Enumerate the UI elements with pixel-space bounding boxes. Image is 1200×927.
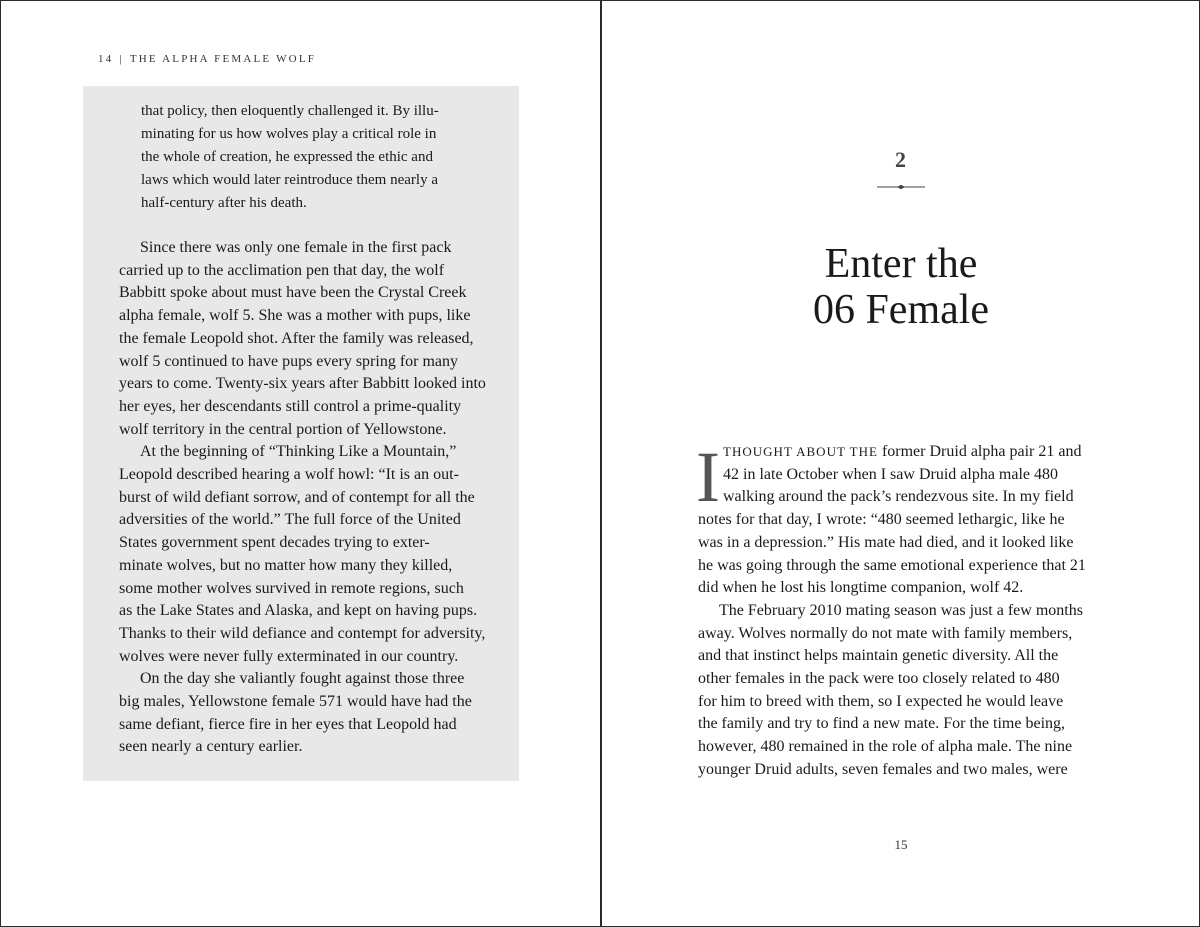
excerpt-quote xyxy=(141,100,466,215)
body-line: notes for that day, I wrote: “480 seemed lethargic, like he xyxy=(698,511,1065,529)
body-line: alpha female, wolf 5. She was a mother with pups, like xyxy=(119,307,471,325)
body-line: States government spent decades trying to exter- xyxy=(119,534,430,552)
body-line: wolf 5 continued to have pups every spring for many xyxy=(119,352,459,370)
running-head-separator: | xyxy=(119,53,124,65)
chapter-title xyxy=(691,241,1111,333)
body-line: her eyes, her descendants still control a prime-quality xyxy=(119,397,462,415)
chapter-ornament-icon xyxy=(877,184,925,190)
body-line: away. Wolves normally do not mate with family members, xyxy=(698,624,1073,642)
opening-smallcaps: THOUGHT ABOUT THE xyxy=(723,444,878,459)
body-line: wolf territory in the central portion of Yellowstone. xyxy=(119,420,447,438)
chapter-number: 2 xyxy=(895,147,907,172)
right-body-text xyxy=(696,437,1108,782)
body-line: did when he lost his longtime companion, wolf 42. xyxy=(698,579,1024,597)
quote-line: half-century after his death. xyxy=(141,195,307,211)
body-line: was in a depression.” His mate had died, and it looked like xyxy=(698,533,1074,551)
running-head xyxy=(98,53,316,65)
opening-line-rest: former Druid alpha pair 21 and xyxy=(877,443,1082,460)
body-line: for him to breed with them, so I expected he would leave xyxy=(698,692,1064,710)
body-line: At the beginning of “Thinking Like a Mountain,” xyxy=(140,443,457,461)
body-line: walking around the pack’s rendezvous site. In my field xyxy=(723,488,1074,506)
body-line: wolves were never fully exterminated in our country. xyxy=(119,647,459,665)
quote-line: minating for us how wolves play a critical role in xyxy=(141,126,437,142)
body-line: as the Lake States and Alaska, and kept on having pups. xyxy=(119,602,478,620)
body-line: other females in the pack were too closely related to 480 xyxy=(698,670,1060,688)
drop-cap: I xyxy=(696,437,720,517)
opening-line xyxy=(698,441,1108,464)
chapter-title-line: Enter the xyxy=(824,241,978,287)
body-line: On the day she valiantly fought against those three xyxy=(140,670,465,688)
body-line: The February 2010 mating season was just a few months xyxy=(719,601,1083,619)
right-folio: 15 xyxy=(894,837,908,852)
body-line: carried up to the acclimation pen that day, the wolf xyxy=(119,261,445,279)
running-head-title: THE ALPHA FEMALE WOLF xyxy=(129,53,317,65)
quote-line: the whole of creation, he expressed the ethic and xyxy=(141,149,433,165)
body-line: 42 in late October when I saw Druid alpha male 480 xyxy=(723,465,1059,483)
body-line: however, 480 remained in the role of alpha male. The nine xyxy=(698,738,1073,756)
body-line: Babbitt spoke about must have been the Crystal Creek xyxy=(119,284,467,302)
body-line: burst of wild defiant sorrow, and of contempt for all the xyxy=(119,488,475,506)
body-line: younger Druid adults, seven females and two males, were xyxy=(698,760,1068,778)
chapter-title-line: 06 Female xyxy=(812,287,990,333)
body-line: seen nearly a century earlier. xyxy=(119,738,303,756)
left-page xyxy=(1,1,600,926)
quote-line: that policy, then eloquently challenged it. By illu- xyxy=(141,103,439,119)
body-line: some mother wolves survived in remote regions, such xyxy=(119,579,464,597)
quote-line: laws which would later reintroduce them nearly a xyxy=(141,172,438,188)
body-line: he was going through the same emotional experience that 21 xyxy=(698,556,1086,574)
body-line: the family and try to find a new mate. For the time being, xyxy=(698,715,1066,733)
body-line: adversities of the world.” The full force of the United xyxy=(119,511,461,529)
body-line: years to come. Twenty-six years after Babbitt looked into xyxy=(119,375,486,393)
body-line: and that instinct helps maintain genetic diversity. All the xyxy=(698,647,1059,665)
body-line: big males, Yellowstone female 571 would have had the xyxy=(119,693,472,711)
body-line: the female Leopold shot. After the family was released, xyxy=(119,329,474,347)
body-line: Since there was only one female in the first pack xyxy=(140,239,452,256)
left-folio: 14 xyxy=(98,53,114,65)
left-body-text xyxy=(119,237,487,759)
body-line: minate wolves, but no matter how many they killed, xyxy=(119,556,453,574)
body-line: same defiant, fierce fire in her eyes that Leopold had xyxy=(119,715,457,733)
body-line: Leopold described hearing a wolf howl: “It is an out- xyxy=(119,466,459,484)
body-line: Thanks to their wild defiance and contempt for adversity, xyxy=(119,624,486,642)
